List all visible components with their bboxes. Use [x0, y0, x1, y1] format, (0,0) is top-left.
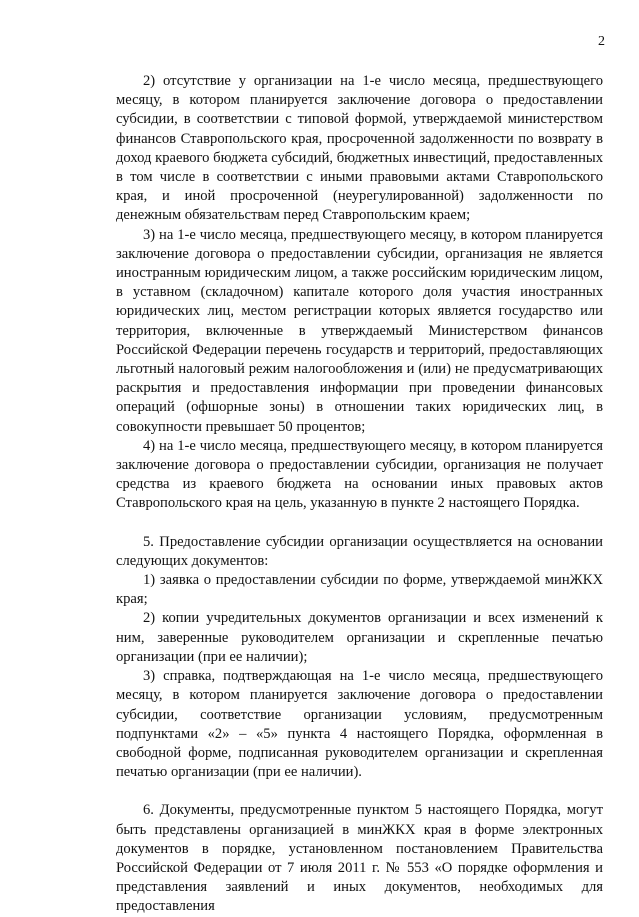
paragraph-section-5: 5. Предоставление субсидии организации осуществляется на основании следующих документов: [116, 533, 603, 569]
document-body [116, 72, 603, 917]
paragraph-section-6: 6. Документы, предусмотренные пунктом 5 настоящего Порядка, могут быть представлены организацией в минЖКХ края в форме электронных документов в порядке, установленном постановлением Правительства Российской Федерации от 7 июля 2011 г. № 553 «О порядке оформления и представления заявлений и иных документов, необходимых для предоставления [116, 802, 603, 915]
paragraph-subitem-2: 2) отсутствие у организации на 1-е число месяца, предшествующего месяцу, в котором планируется заключение договора о предоставлении субсидии, в соответствии с типовой формой, утверждаемой министерством финансов Ставропольского края, просроченной задолженности по возврату в доход краевого бюджета субсидий, бюджетных инвестиций, предоставленных в том числе в соответствии с иными правовыми актами Ставропольского края, и иной просроченной (неурегулированной) задолженности по денежным обязательствам перед Ставропольским краем; [116, 73, 603, 224]
section-gap [116, 782, 603, 801]
paragraph-subitem-3: 3) на 1-е число месяца, предшествующего месяцу, в котором планируется заключение договора о предоставлении субсидии, организация не является иностранным юридическим лицом, а также российским юридическим лицом, в уставном (складочном) капитале которого доля участия иностранных юридических лиц, местом регистрации которых является государство или территория, включенные в утверждаемый Министерством финансов Российской Федерации перечень государств и территорий, предоставляющих льготный налоговый режим налогообложения и (или) не предусматривающих раскрытия и предоставления информации при проведении финансовых операций (офшорные зоны) в отношении таких юридических лиц, в совокупности превышает 50 процентов; [116, 226, 603, 435]
paragraph-doc-2: 2) копии учредительных документов организации и всех изменений к ним, заверенные руководителем организации и скрепленные печатью организации (при ее наличии); [116, 610, 603, 665]
paragraph-subitem-4: 4) на 1-е число месяца, предшествующего месяцу, в котором планируется заключение договора о предоставлении субсидии, организация не получает средства из краевого бюджета на основании иных правовых актов Ставропольского края на цель, указанную в пункте 2 настоящего Порядка. [116, 437, 603, 512]
paragraph-doc-3: 3) справка, подтверждающая на 1-е число месяца, предшествующего месяцу, в котором планируется заключение договора о предоставлении субсидии, соответствие организации условиям, предусмотренным подпунктами «2» – «5» пункта 4 настоящего Порядка, оформленная в свободной форме, подписанная руководителем организации и скрепленная печатью организации (при ее наличии). [116, 668, 603, 781]
page-number: 2 [598, 34, 605, 49]
paragraph-doc-1: 1) заявка о предоставлении субсидии по форме, утверждаемой минЖКХ края; [116, 572, 603, 608]
section-gap [116, 514, 603, 533]
